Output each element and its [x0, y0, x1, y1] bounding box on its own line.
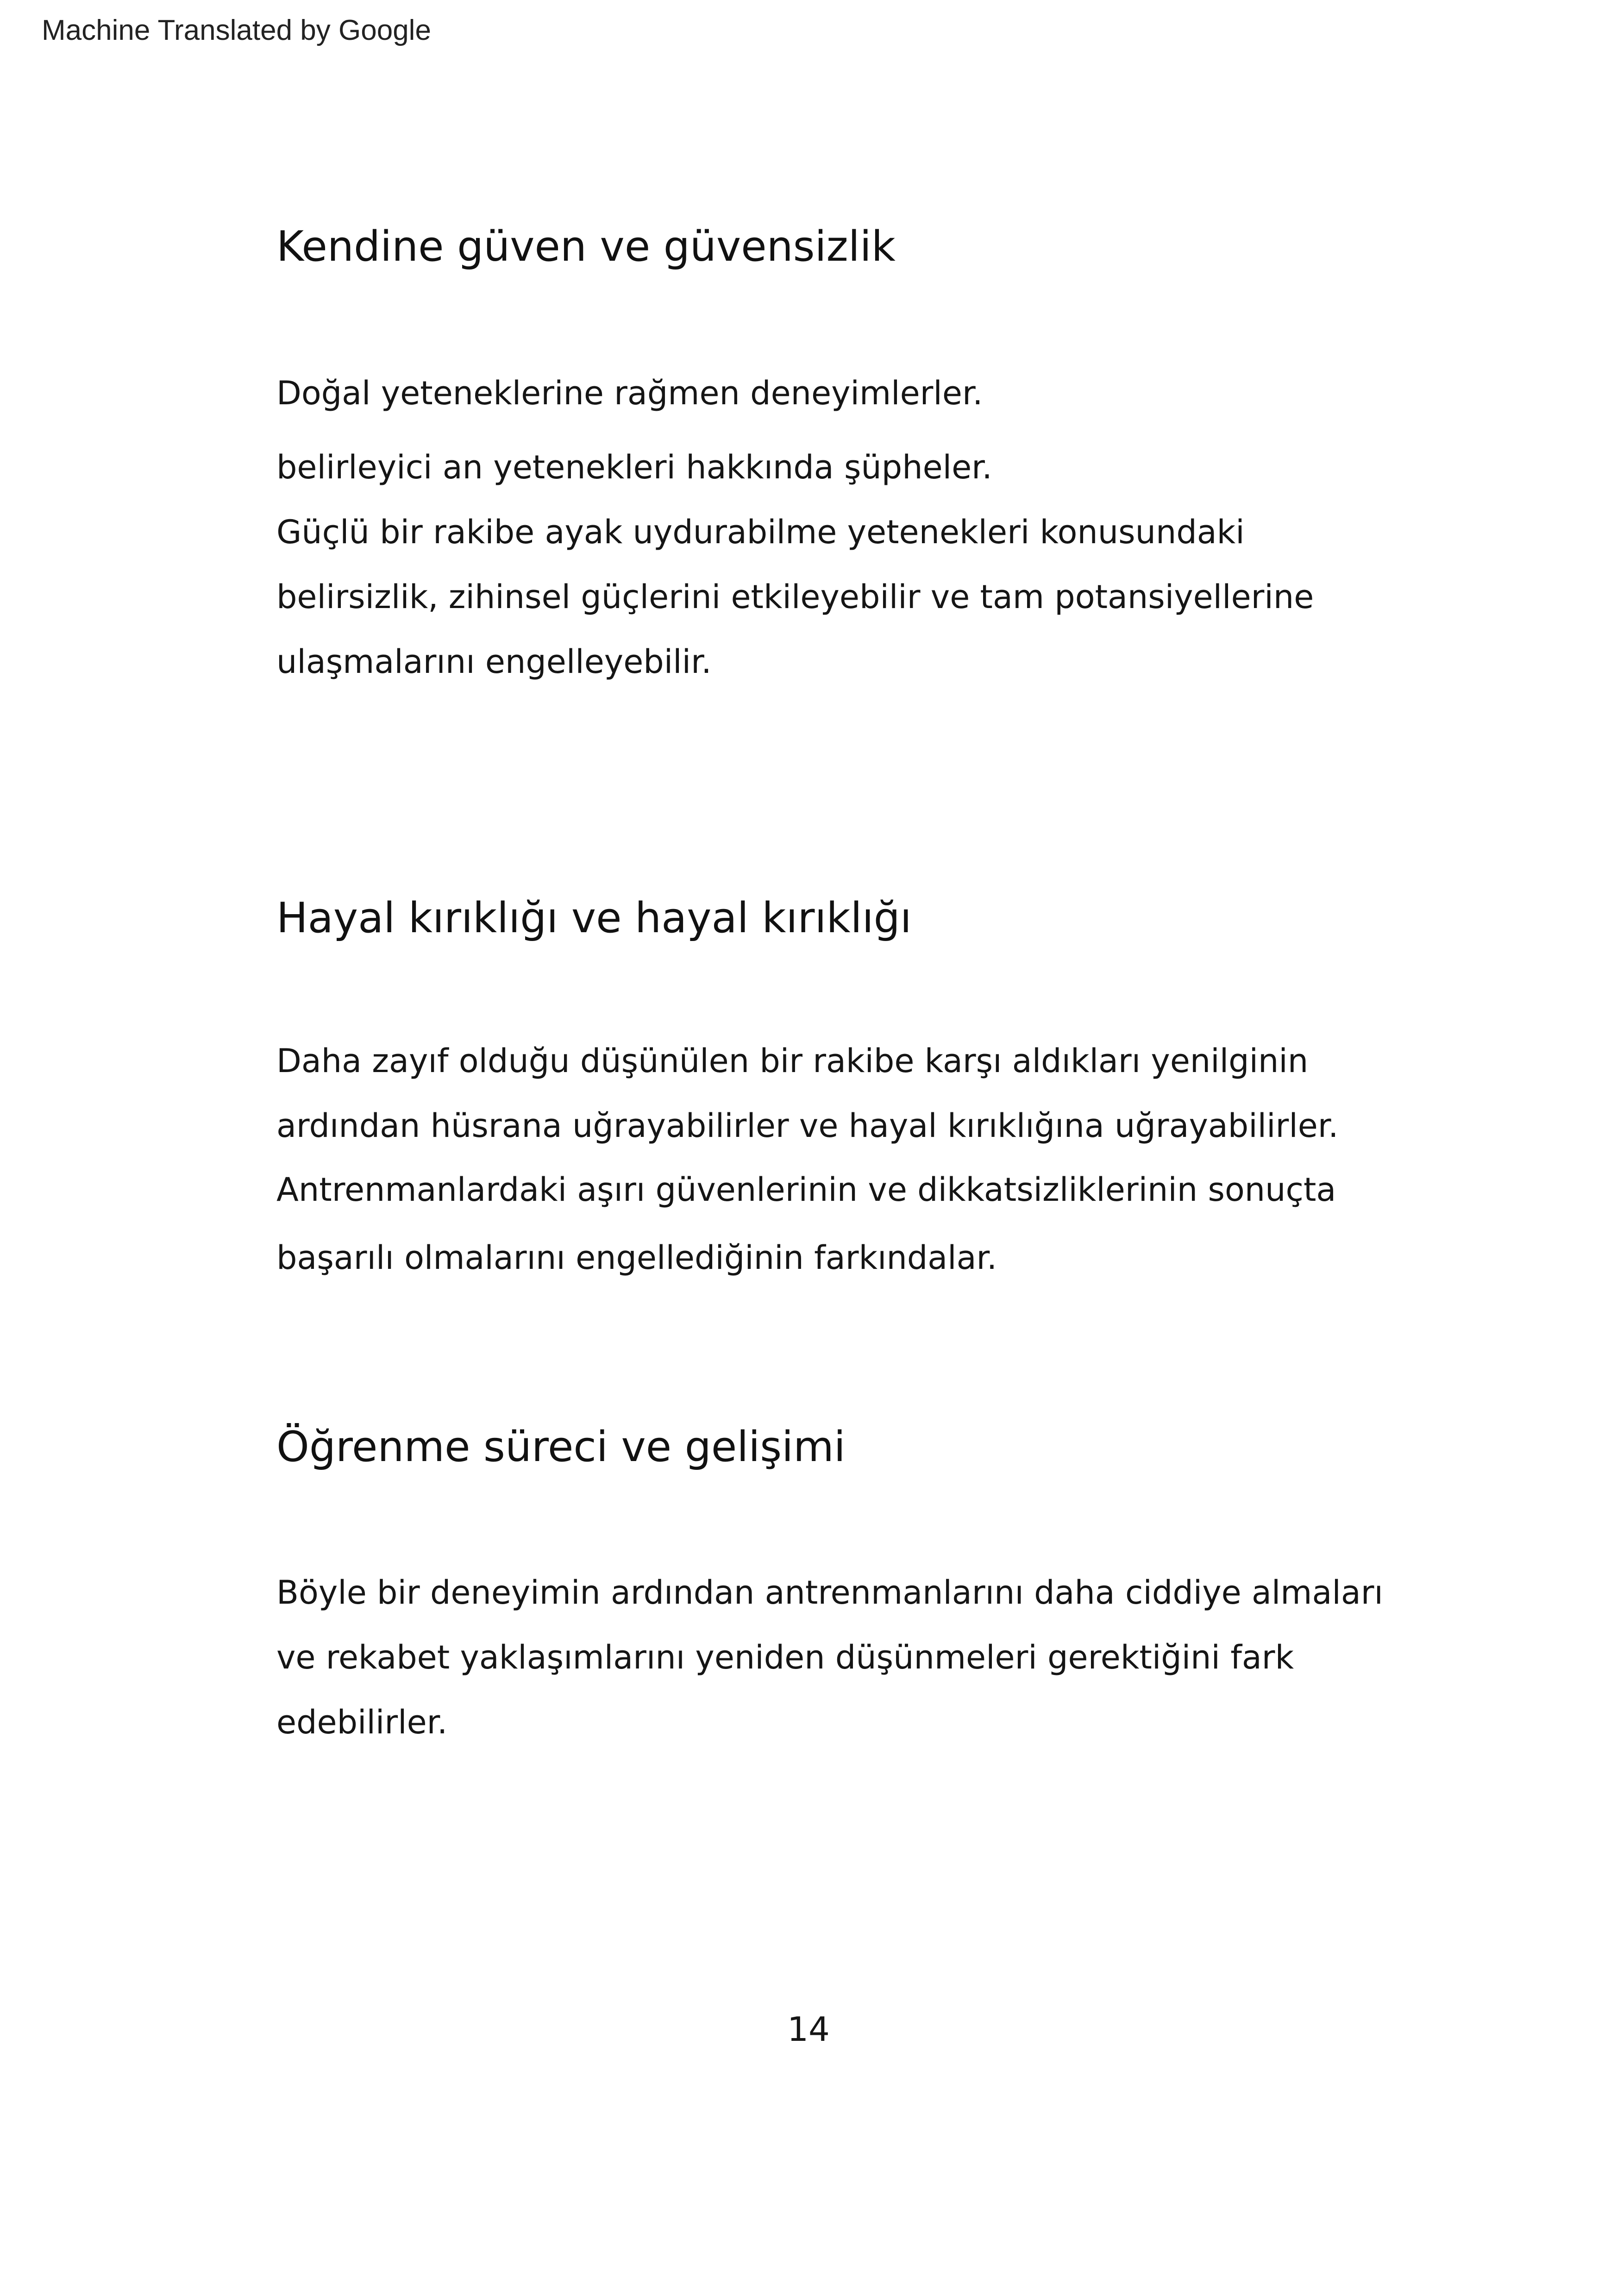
paragraph-line: belirleyici an yetenekleri hakkında şüpheler. — [276, 448, 992, 486]
paragraph-line: edebilirler. — [276, 1703, 448, 1741]
section-heading-self-confidence: Kendine güven ve güvensizlik — [276, 222, 896, 271]
paragraph-line: Böyle bir deneyimin ardından antrenmanlarını daha ciddiye almaları — [276, 1574, 1383, 1612]
paragraph-line: belirsizlik, zihinsel güçlerini etkileyebilir ve tam potansiyellerine — [276, 578, 1314, 616]
paragraph-line: Güçlü bir rakibe ayak uydurabilme yetenekleri konusundaki — [276, 513, 1245, 551]
paragraph-line: ve rekabet yaklaşımlarını yeniden düşünmeleri gerektiğini fark — [276, 1638, 1294, 1676]
machine-translation-banner: Machine Translated by Google — [42, 14, 431, 46]
page-number: 14 — [787, 2010, 830, 2049]
paragraph-line: ardından hüsrana uğrayabilirler ve hayal kırıklığına uğrayabilirler. — [276, 1107, 1339, 1145]
paragraph-line: Daha zayıf olduğu düşünülen bir rakibe karşı aldıkları yenilginin — [276, 1042, 1309, 1080]
paragraph-line: başarılı olmalarını engellediğinin farkındalar. — [276, 1239, 997, 1277]
section-heading-learning-process: Öğrenme süreci ve gelişimi — [276, 1423, 846, 1471]
paragraph-line: Doğal yeteneklerine rağmen deneyimlerler. — [276, 374, 983, 412]
section-heading-disappointment: Hayal kırıklığı ve hayal kırıklığı — [276, 894, 912, 942]
paragraph-line: ulaşmalarını engelleyebilir. — [276, 643, 712, 681]
paragraph-line: Antrenmanlardaki aşırı güvenlerinin ve dikkatsizliklerinin sonuçta — [276, 1171, 1336, 1209]
